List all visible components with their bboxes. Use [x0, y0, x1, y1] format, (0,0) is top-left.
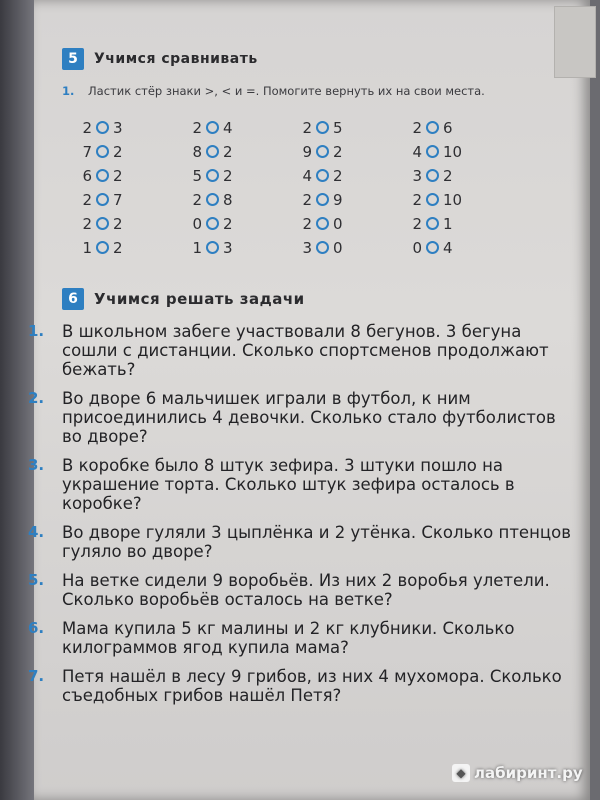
right-number: 2: [333, 142, 343, 161]
right-number: 2: [113, 238, 123, 257]
right-number: 4: [223, 118, 233, 137]
right-number: 8: [223, 190, 233, 209]
comparison-item: [300, 117, 410, 138]
left-number: 2: [302, 118, 312, 137]
task-1-instruction: [62, 84, 532, 98]
problem-number: 2.: [28, 389, 45, 407]
right-number: 7: [113, 190, 123, 209]
right-number: 6: [443, 118, 453, 137]
comparison-blank-circle[interactable]: [206, 169, 219, 182]
comparison-item: [300, 213, 410, 234]
comparison-item: [190, 141, 300, 162]
comparison-item: [410, 237, 520, 258]
comparison-item: [190, 165, 300, 186]
left-number: 2: [82, 214, 92, 233]
section-5-badge: 5: [62, 48, 84, 70]
left-number: 8: [192, 142, 202, 161]
section-5-title: Учимся сравнивать: [94, 51, 258, 67]
right-number: 1: [443, 214, 453, 233]
right-number: 2: [333, 166, 343, 185]
comparison-blank-circle[interactable]: [206, 193, 219, 206]
problem-item: [28, 571, 588, 609]
problem-item: [28, 456, 588, 513]
right-number: 2: [113, 142, 123, 161]
comparison-blank-circle[interactable]: [426, 169, 439, 182]
left-number: 6: [82, 166, 92, 185]
left-number: 3: [412, 166, 422, 185]
problem-text: Мама купила 5 кг малины и 2 кг клубники. Сколько килограммов ягод купила мама?: [62, 619, 515, 657]
left-number: 0: [412, 238, 422, 257]
comparison-item: [410, 189, 520, 210]
comparison-blank-circle[interactable]: [426, 121, 439, 134]
problem-item: [28, 389, 588, 446]
comparison-item: [300, 165, 410, 186]
page-corner-marker: [554, 6, 596, 78]
comparison-blank-circle[interactable]: [206, 145, 219, 158]
comparison-item: [80, 237, 190, 258]
problem-list: [28, 322, 588, 715]
section-6-header: [62, 288, 305, 310]
comparison-item: [410, 141, 520, 162]
left-number: 2: [412, 214, 422, 233]
problem-item: [28, 322, 588, 379]
comparison-item: [300, 237, 410, 258]
comparison-item: [80, 141, 190, 162]
right-number: 0: [333, 214, 343, 233]
left-number: 2: [82, 190, 92, 209]
comparison-item: [80, 117, 190, 138]
right-number: 4: [443, 238, 453, 257]
comparison-item: [410, 117, 520, 138]
comparison-blank-circle[interactable]: [96, 241, 109, 254]
comparison-blank-circle[interactable]: [316, 241, 329, 254]
right-number: 2: [223, 166, 233, 185]
left-number: 2: [82, 118, 92, 137]
problem-number: 1.: [28, 322, 45, 340]
comparison-item: [80, 165, 190, 186]
left-number: 4: [412, 142, 422, 161]
comparison-blank-circle[interactable]: [96, 169, 109, 182]
section-5-header: [62, 48, 258, 70]
problem-number: 4.: [28, 523, 45, 541]
right-number: 0: [333, 238, 343, 257]
right-number: 5: [333, 118, 343, 137]
right-number: 10: [443, 190, 463, 209]
comparison-blank-circle[interactable]: [96, 145, 109, 158]
labirint-logo-icon: ◆: [452, 764, 470, 782]
left-number: 2: [192, 118, 202, 137]
problem-text: Во дворе гуляли 3 цыплёнка и 2 утёнка. Сколько птенцов гуляло во дворе?: [62, 523, 571, 561]
comparison-item: [190, 213, 300, 234]
comparison-blank-circle[interactable]: [96, 217, 109, 230]
problem-text: В школьном забеге участвовали 8 бегунов. 3 бегуна сошли с дистанции. Сколько спортсменов продолжают бежать?: [62, 322, 549, 379]
comparison-item: [410, 213, 520, 234]
left-number: 2: [412, 190, 422, 209]
comparison-item: [410, 165, 520, 186]
left-number: 4: [302, 166, 312, 185]
problem-number: 3.: [28, 456, 45, 474]
left-number: 9: [302, 142, 312, 161]
right-number: 3: [113, 118, 123, 137]
right-number: 3: [223, 238, 233, 257]
left-number: 2: [192, 190, 202, 209]
comparison-blank-circle[interactable]: [426, 193, 439, 206]
comparison-blank-circle[interactable]: [426, 217, 439, 230]
comparison-blank-circle[interactable]: [316, 169, 329, 182]
problem-item: [28, 523, 588, 561]
left-number: 5: [192, 166, 202, 185]
left-number: 2: [302, 190, 312, 209]
labirint-watermark: [452, 764, 583, 782]
comparison-blank-circle[interactable]: [316, 193, 329, 206]
comparison-item: [80, 189, 190, 210]
right-number: 2: [443, 166, 453, 185]
right-number: 2: [223, 214, 233, 233]
left-number: 2: [412, 118, 422, 137]
comparison-item: [80, 213, 190, 234]
task-1-text: Ластик стёр знаки >, < и =. Помогите вернуть их на свои места.: [88, 84, 485, 98]
comparison-item: [300, 189, 410, 210]
comparison-blank-circle[interactable]: [96, 121, 109, 134]
right-number: 2: [113, 166, 123, 185]
comparison-grid: [80, 117, 520, 258]
task-1-number: 1.: [62, 84, 75, 98]
problem-number: 6.: [28, 619, 45, 637]
comparison-blank-circle[interactable]: [426, 145, 439, 158]
section-6-badge: 6: [62, 288, 84, 310]
right-number: 2: [113, 214, 123, 233]
left-number: 7: [82, 142, 92, 161]
problem-item: [28, 667, 588, 705]
comparison-blank-circle[interactable]: [316, 145, 329, 158]
comparison-item: [190, 117, 300, 138]
left-number: 1: [82, 238, 92, 257]
comparison-item: [190, 189, 300, 210]
problem-text: Петя нашёл в лесу 9 грибов, из них 4 мухомора. Сколько съедобных грибов нашёл Петя?: [62, 667, 562, 705]
comparison-blank-circle[interactable]: [206, 241, 219, 254]
problem-number: 7.: [28, 667, 45, 685]
problem-text: На ветке сидели 9 воробьёв. Из них 2 воробья улетели. Сколько воробьёв осталось на ветке?: [62, 571, 550, 609]
comparison-blank-circle[interactable]: [96, 193, 109, 206]
watermark-text: лабиринт.ру: [474, 764, 583, 782]
left-number: 2: [302, 214, 312, 233]
section-6-title: Учимся решать задачи: [94, 290, 305, 308]
problem-number: 5.: [28, 571, 45, 589]
problem-text: В коробке было 8 штук зефира. 3 штуки пошло на украшение торта. Сколько штук зефира осталось в коробке?: [62, 456, 515, 513]
left-number: 0: [192, 214, 202, 233]
left-number: 1: [192, 238, 202, 257]
problem-item: [28, 619, 588, 657]
right-number: 9: [333, 190, 343, 209]
problem-text: Во дворе 6 мальчишек играли в футбол, к ним присоединились 4 девочки. Сколько стало футболистов во дворе?: [62, 389, 556, 446]
comparison-blank-circle[interactable]: [426, 241, 439, 254]
comparison-item: [300, 141, 410, 162]
comparison-item: [190, 237, 300, 258]
comparison-blank-circle[interactable]: [316, 217, 329, 230]
comparison-blank-circle[interactable]: [206, 121, 219, 134]
comparison-blank-circle[interactable]: [206, 217, 219, 230]
right-number: 10: [443, 142, 463, 161]
left-number: 3: [302, 238, 312, 257]
comparison-blank-circle[interactable]: [316, 121, 329, 134]
right-number: 2: [223, 142, 233, 161]
